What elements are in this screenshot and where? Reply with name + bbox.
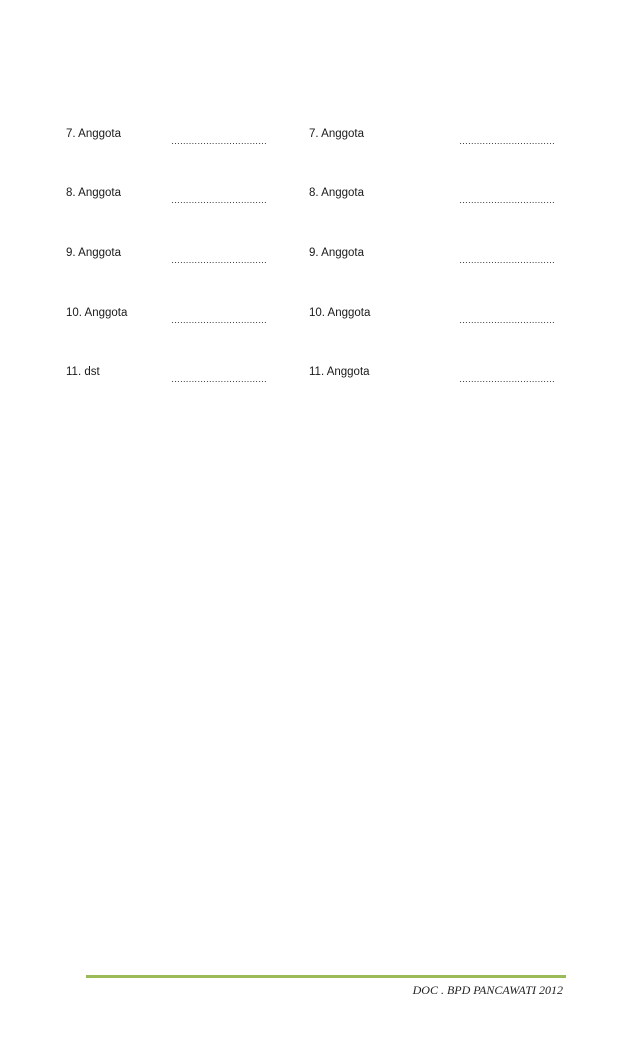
signature-row <box>0 246 638 276</box>
right-member-label: 8. Anggota <box>309 187 364 199</box>
left-signature-line: …………………………… <box>171 195 267 205</box>
left-signature-line: …………………………… <box>171 315 267 325</box>
signature-row <box>0 306 638 336</box>
left-member-label: 7. Anggota <box>66 128 121 140</box>
right-member-label: 10. Anggota <box>309 307 371 319</box>
left-signature-line: …………………………… <box>171 255 267 265</box>
footer-divider <box>86 975 566 978</box>
right-signature-line: …………………………… <box>459 195 555 205</box>
left-member-label: 9. Anggota <box>66 247 121 259</box>
right-signature-line: …………………………… <box>459 136 555 146</box>
signature-row <box>0 186 638 216</box>
left-signature-line: …………………………… <box>171 136 267 146</box>
right-signature-line: …………………………… <box>459 255 555 265</box>
left-member-label: 11. dst <box>66 366 100 378</box>
right-member-label: 7. Anggota <box>309 128 364 140</box>
right-signature-line: …………………………… <box>459 374 555 384</box>
signature-row <box>0 365 638 395</box>
left-signature-line: …………………………… <box>171 374 267 384</box>
right-member-label: 11. Anggota <box>309 366 370 378</box>
left-member-label: 8. Anggota <box>66 187 121 199</box>
footer-text: DOC . BPD PANCAWATI 2012 <box>412 983 563 997</box>
signature-row <box>0 127 638 157</box>
right-member-label: 9. Anggota <box>309 247 364 259</box>
right-signature-line: …………………………… <box>459 315 555 325</box>
left-member-label: 10. Anggota <box>66 307 128 319</box>
